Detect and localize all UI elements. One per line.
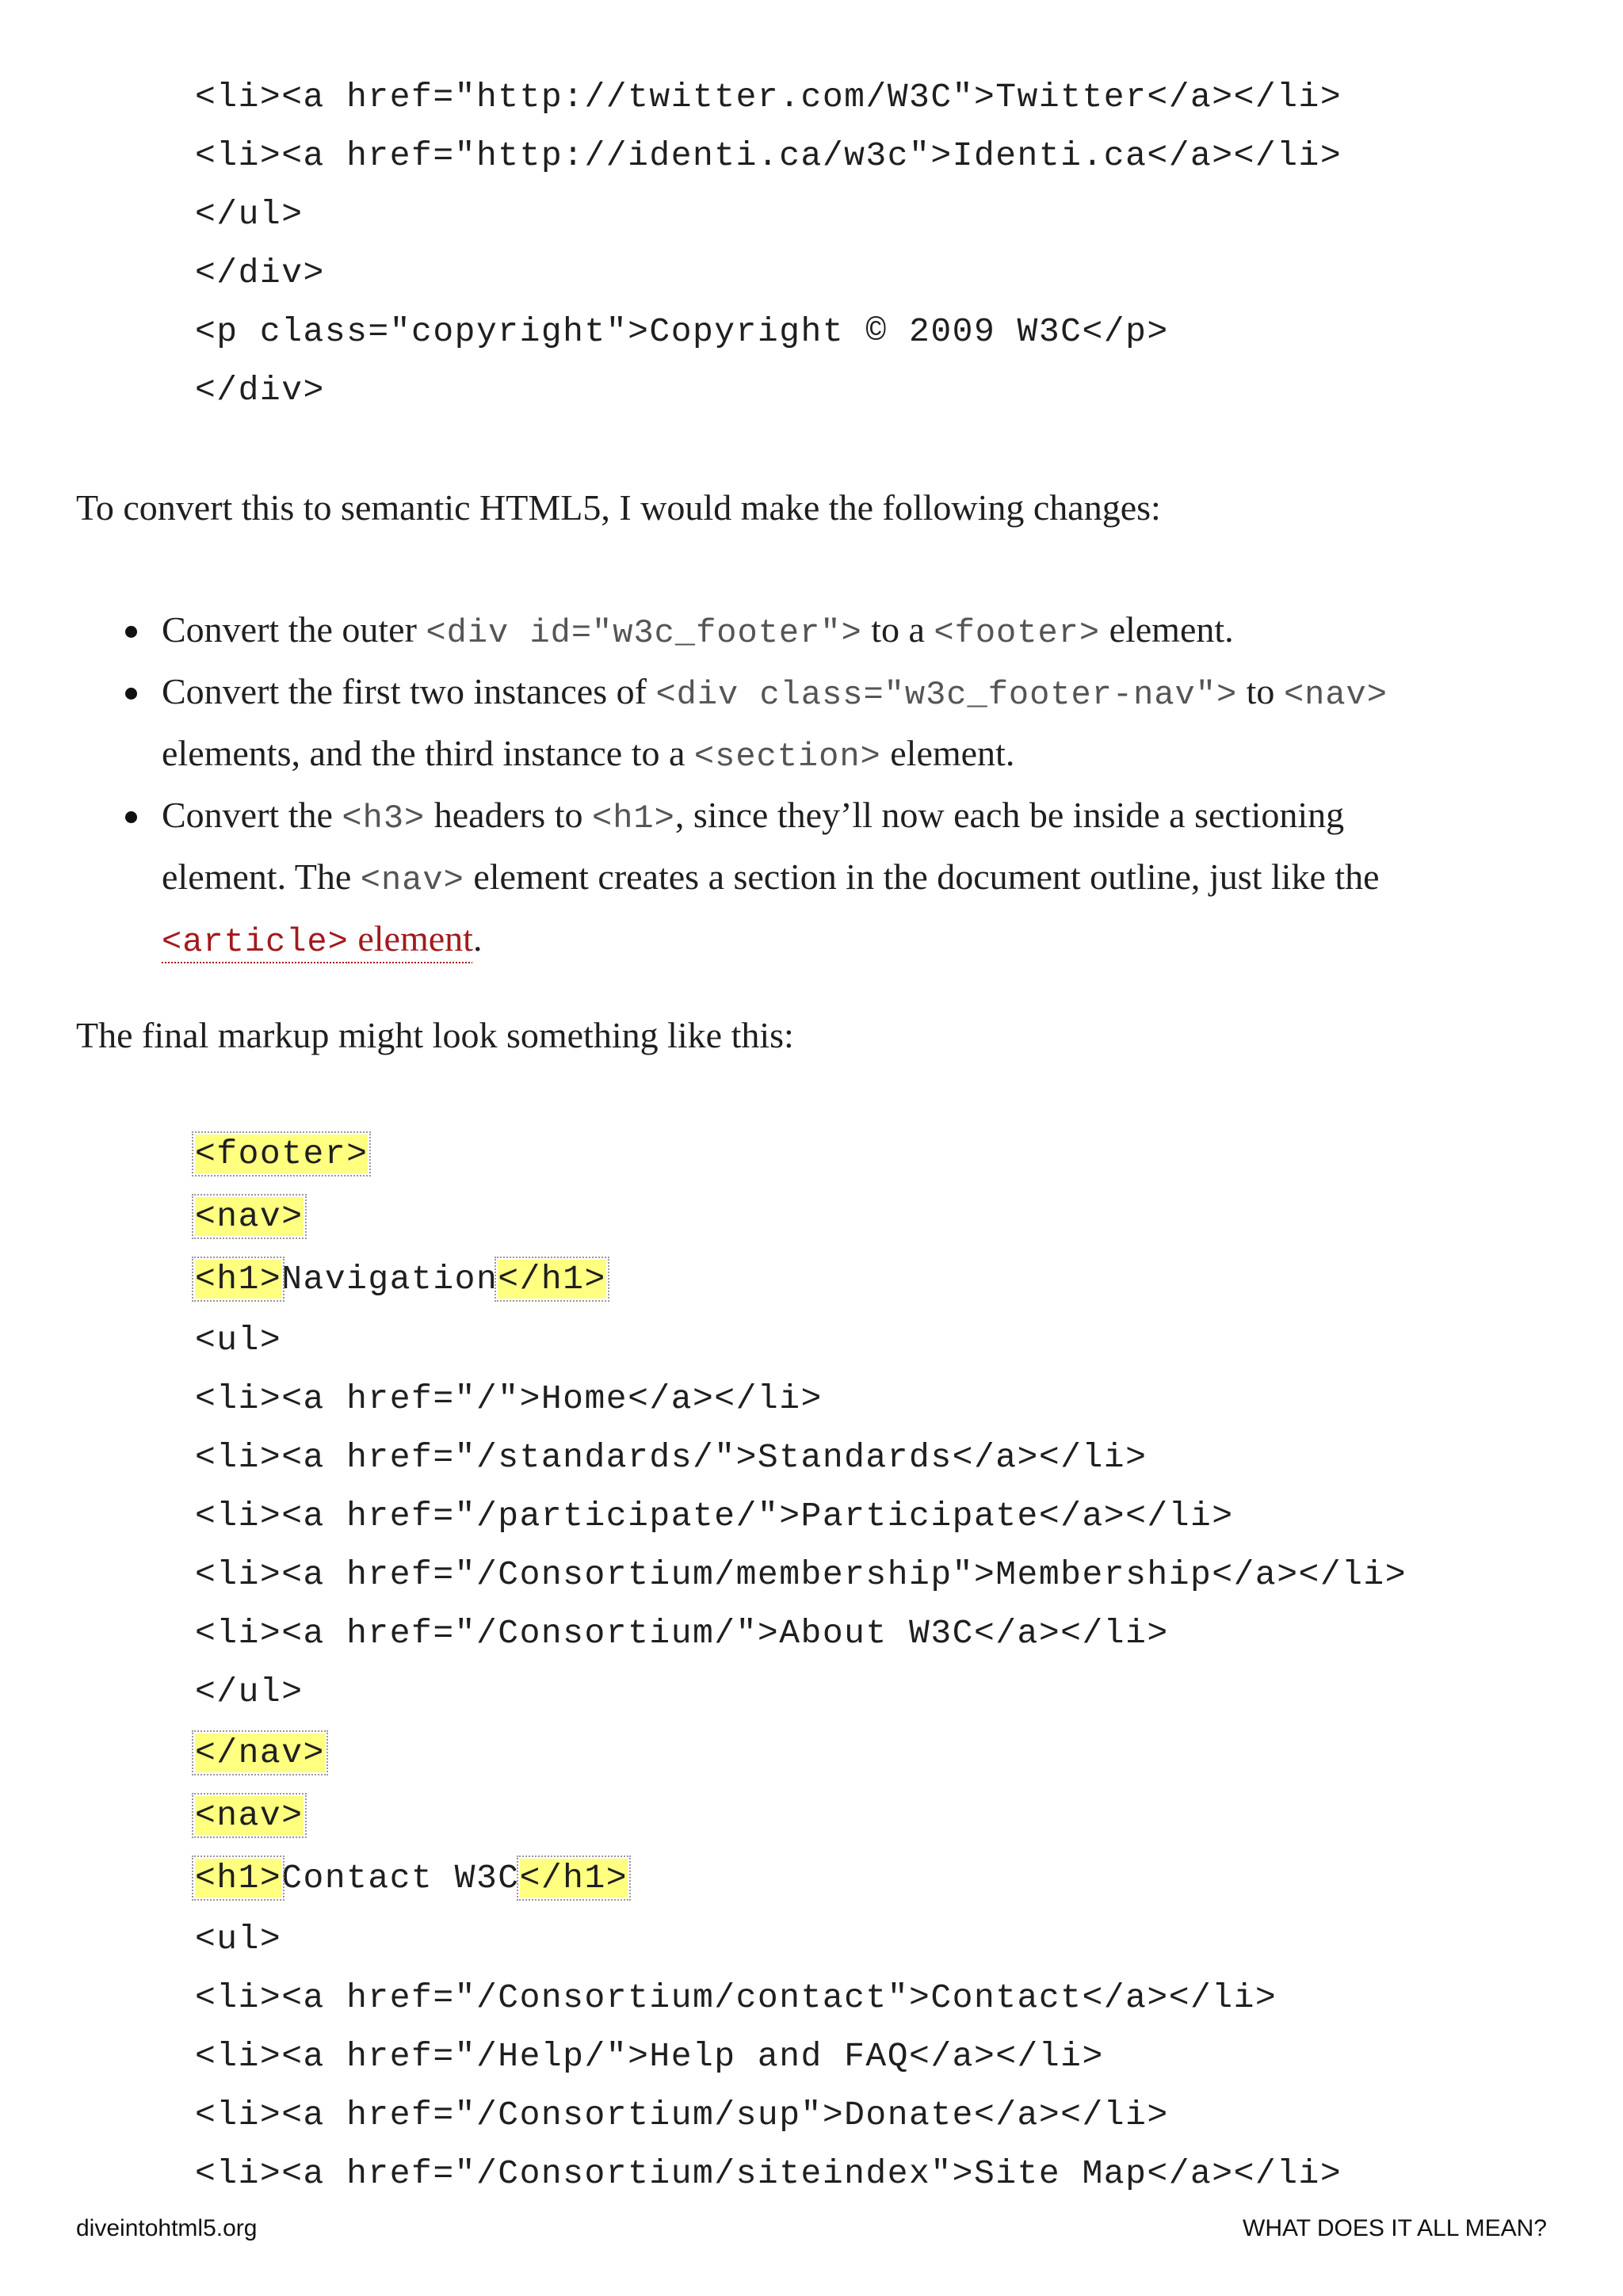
link-code: <article> xyxy=(162,923,349,961)
bullet-text: element. xyxy=(880,733,1015,773)
highlighted-tag: </h1> xyxy=(519,1859,628,1897)
bullet-text: Convert the outer xyxy=(162,609,426,650)
footer-site-name: diveintohtml5.org xyxy=(76,2215,258,2241)
code-line: <li><a href="/Consortium/">About W3C</a></li> xyxy=(195,1614,1169,1653)
inline-code: <nav> xyxy=(360,861,464,899)
bullet-text: elements, and the third instance to a xyxy=(162,733,694,773)
code-line: <li><a href="/Consortium/sup">Donate</a></li> xyxy=(195,2096,1169,2134)
highlighted-tag: </nav> xyxy=(195,1733,325,1772)
code-line: <li><a href="/standards/">Standards</a></li> xyxy=(195,1438,1148,1477)
bullet-text: to a xyxy=(861,609,934,650)
list-item xyxy=(76,662,1471,786)
highlighted-tag: <nav> xyxy=(195,1796,304,1835)
bullet-text: Convert the first two instances of xyxy=(162,671,656,711)
code-line: <ul> xyxy=(195,1321,282,1360)
bullet-text: element. xyxy=(1100,609,1234,650)
inline-code: <div id="w3c_footer"> xyxy=(426,614,862,652)
footer-chapter-title: WHAT DOES IT ALL MEAN? xyxy=(1243,2215,1547,2241)
code-text: Navigation xyxy=(281,1260,498,1299)
code-line: </ul> xyxy=(195,1672,304,1711)
inline-code: <nav> xyxy=(1283,676,1388,714)
bullet-text: headers to xyxy=(425,795,592,835)
article-element-link[interactable] xyxy=(162,918,473,959)
code-line: <li><a href="/Consortium/membership">Membership</a></li> xyxy=(195,1555,1407,1594)
highlighted-tag: <h1> xyxy=(195,1260,282,1299)
inline-code: <h1> xyxy=(592,799,675,837)
code-line: <li><a href="/">Home</a></li> xyxy=(195,1379,823,1418)
code-line: <li><a href="http://twitter.com/W3C">Twitter</a></li> xyxy=(195,78,1342,116)
code-line xyxy=(195,1256,606,1303)
highlighted-tag: </h1> xyxy=(498,1260,606,1299)
changes-list xyxy=(76,601,1471,971)
bullet-text: element creates a section in the document outline, just like the xyxy=(464,856,1380,897)
inline-code: <h3> xyxy=(342,799,426,837)
code-line: </div> xyxy=(195,254,325,292)
bullet-text: Convert the xyxy=(162,795,342,835)
bullet-text: , since they’ll now each be inside a sectioning element. The xyxy=(162,795,1345,897)
code-line: <p class="copyright">Copyright © 2009 W3C</p> xyxy=(195,312,1169,351)
code-line xyxy=(195,1730,325,1777)
code-text: Contact W3C xyxy=(281,1859,520,1897)
highlighted-tag: <h1> xyxy=(195,1859,282,1897)
code-line: <li><a href="/Consortium/contact">Contact</a></li> xyxy=(195,1978,1277,2017)
intro-paragraph: To convert this to semantic HTML5, I would make the following changes: xyxy=(76,487,1161,528)
list-item xyxy=(76,786,1471,971)
code-line: </ul> xyxy=(195,195,304,234)
code-line: <ul> xyxy=(195,1920,282,1958)
bullet-text: . xyxy=(472,918,483,959)
highlighted-tag: <nav> xyxy=(195,1197,304,1236)
code-line: </div> xyxy=(195,371,325,410)
list-item xyxy=(76,601,1471,662)
inline-code: <section> xyxy=(693,738,881,776)
code-line: <li><a href="/participate/">Participate</a></li> xyxy=(195,1497,1234,1535)
highlighted-tag: <footer> xyxy=(195,1135,369,1173)
code-line xyxy=(195,1792,304,1840)
code-line: <li><a href="/Consortium/siteindex">Site Map</a></li> xyxy=(195,2154,1342,2193)
final-intro-paragraph: The final markup might look something like this: xyxy=(76,1015,794,1055)
link-text: element xyxy=(348,918,473,959)
code-line: <li><a href="http://identi.ca/w3c">Identi.ca</a></li> xyxy=(195,136,1342,175)
bullet-text: to xyxy=(1237,671,1284,711)
inline-code: <footer> xyxy=(934,614,1101,652)
code-line xyxy=(195,1855,628,1902)
code-line xyxy=(195,1131,368,1178)
code-line: <li><a href="/Help/">Help and FAQ</a></li> xyxy=(195,2037,1104,2076)
inline-code: <div class="w3c_footer-nav"> xyxy=(655,676,1238,714)
code-line xyxy=(195,1193,304,1241)
